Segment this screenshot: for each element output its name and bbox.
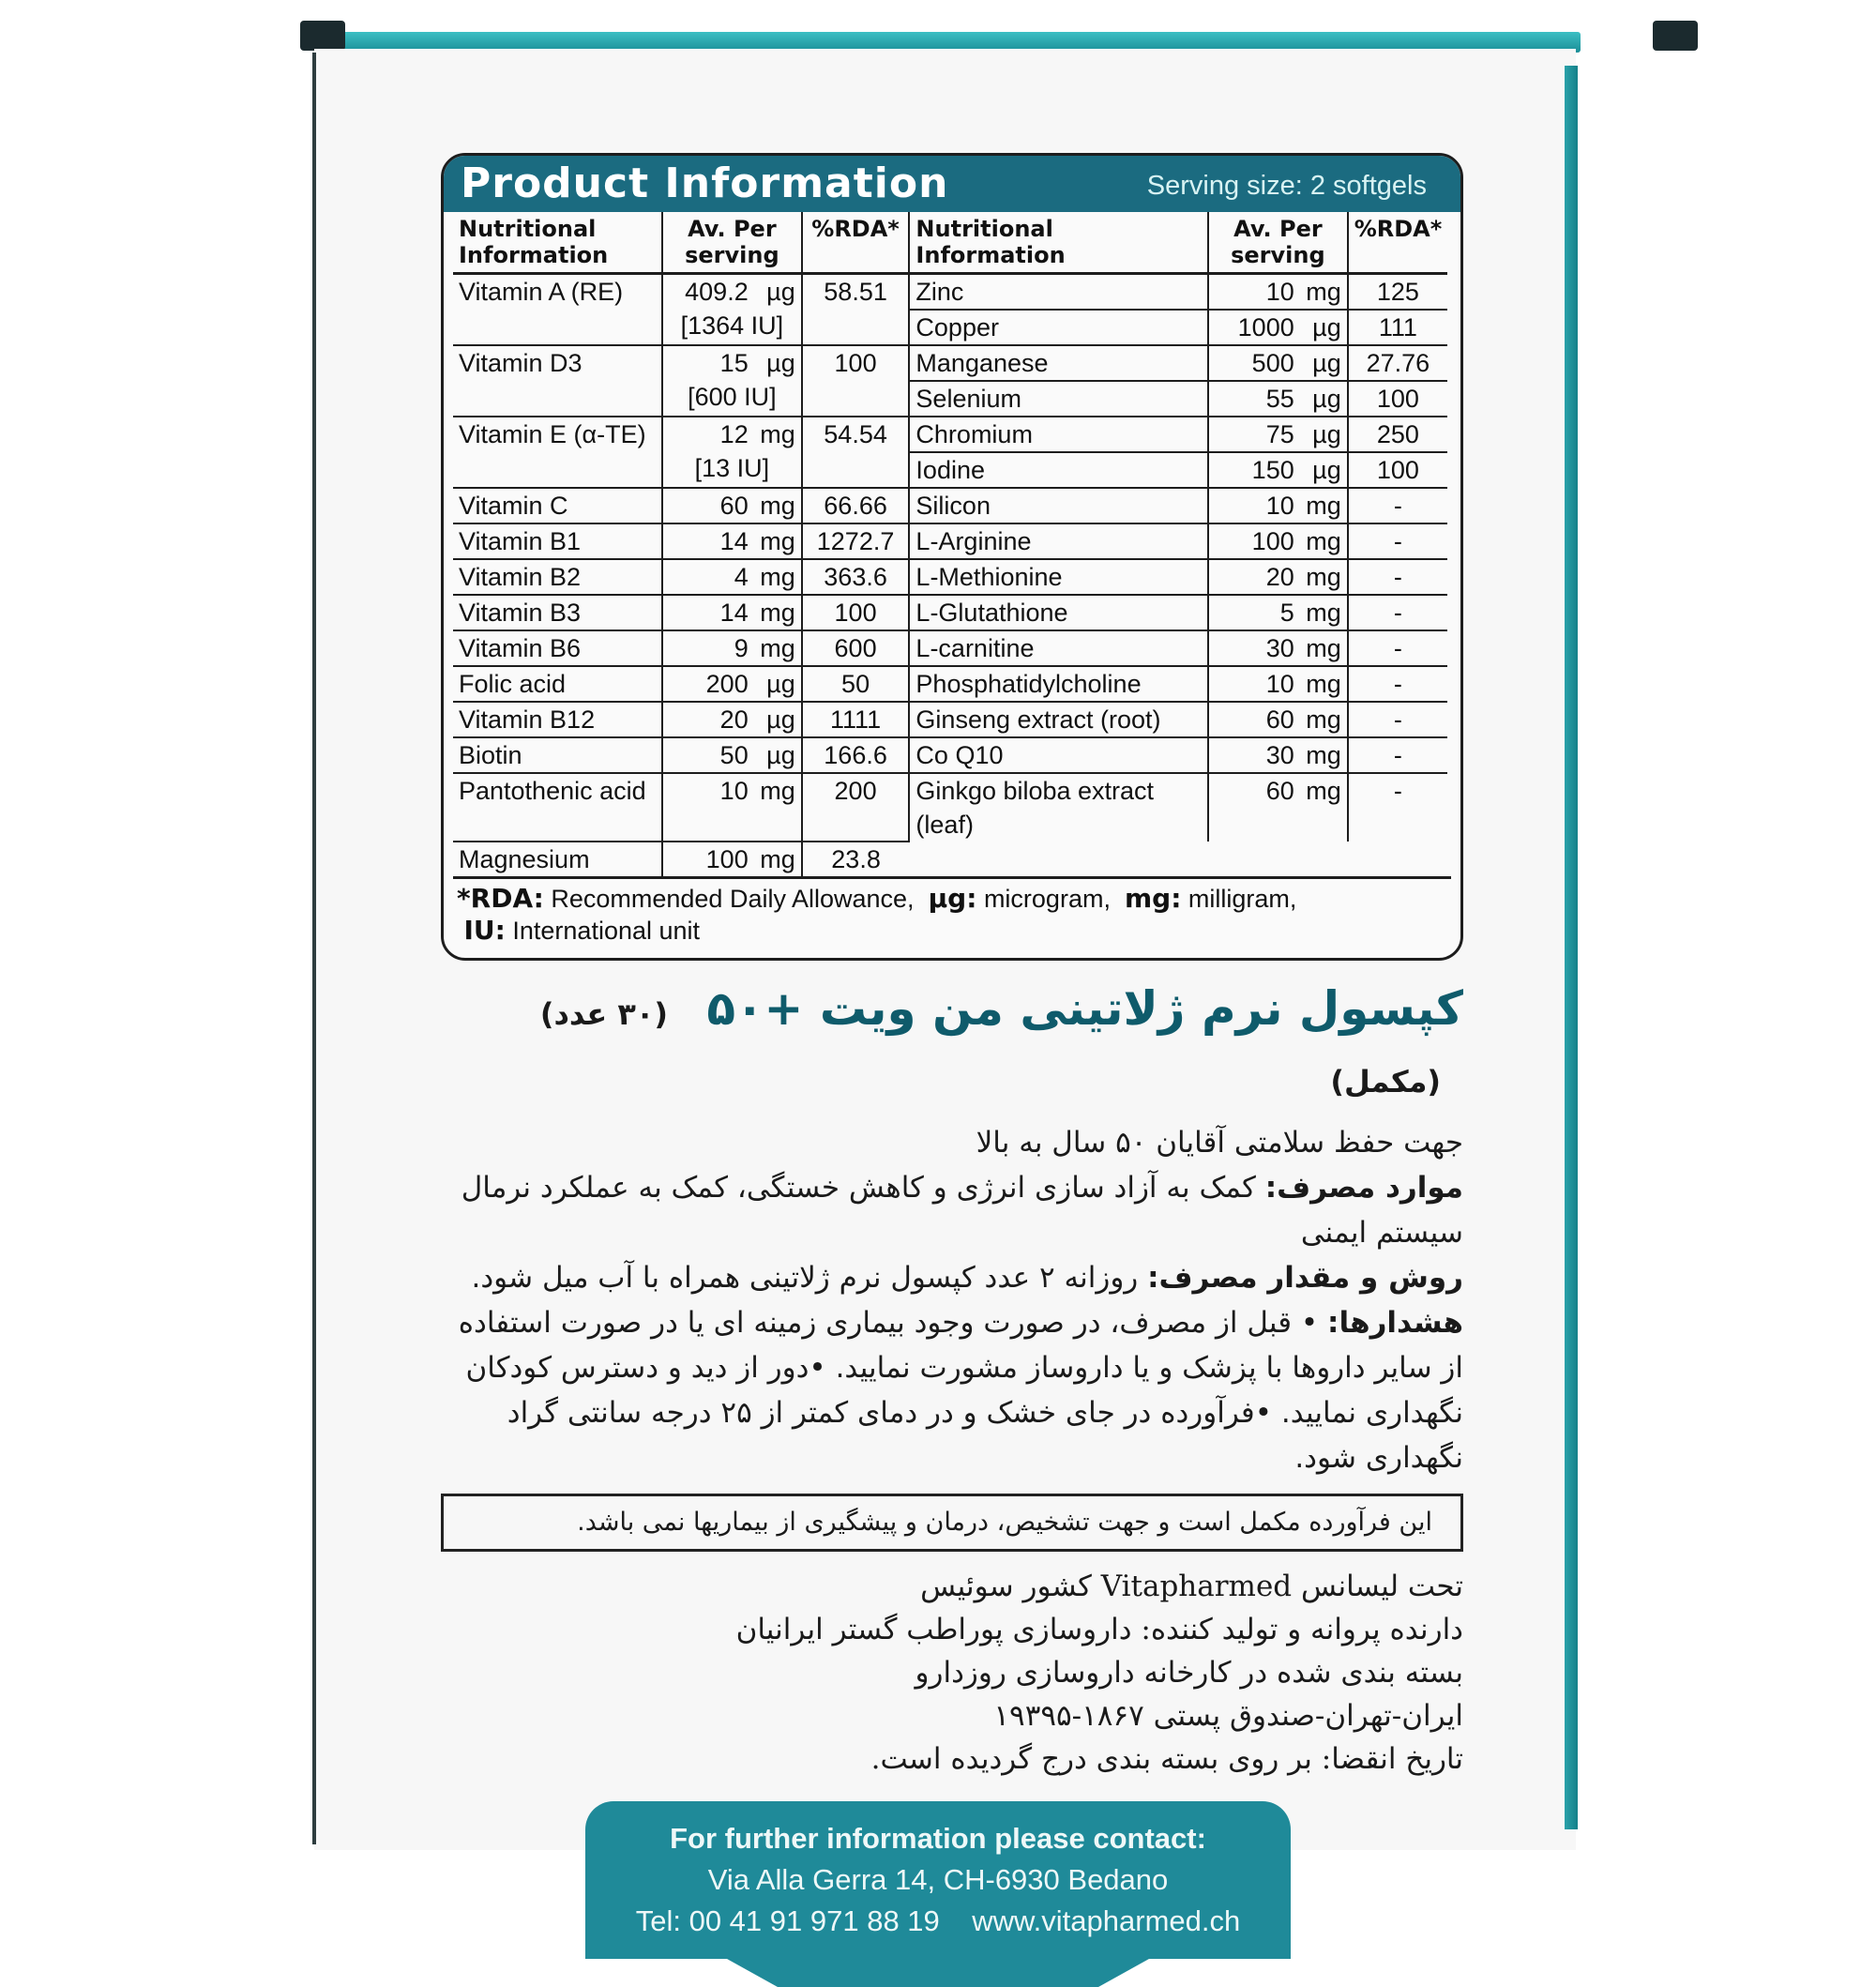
nutrient-name: Vitamin B2 (453, 559, 662, 595)
amount-value: 60 (1265, 777, 1294, 805)
amount-unit: µg (766, 705, 795, 734)
amount-cell (1208, 381, 1348, 417)
nutrient-name: Vitamin C (453, 488, 662, 523)
table-row (453, 274, 1447, 311)
packaged-line: بسته بندی شده در کارخانه داروسازی روزدارو (915, 1656, 1463, 1690)
nutrient-name: Vitamin B3 (453, 595, 662, 630)
nutrient-name: L-Arginine (909, 523, 1208, 559)
table-row (453, 702, 1447, 737)
header-rda: %RDA* (802, 212, 910, 274)
amount-value: 30 (1265, 634, 1294, 662)
amount-unit: µg (1312, 420, 1341, 448)
rda-value: 23.8 (802, 842, 910, 876)
persian-usage-block (441, 1120, 1463, 1480)
amount-cell (1208, 452, 1348, 488)
amount-cell (662, 595, 802, 630)
amount-value: 10 (719, 777, 749, 805)
footnote-mg-key: mg: (1124, 883, 1182, 914)
persian-disclaimer-box: این فرآورده مکمل است و جهت تشخیص، درمان و پیشگیری از بیماریها نمی باشد. (441, 1494, 1463, 1552)
amount-value: 60 (1265, 705, 1294, 734)
amount-cell (1208, 488, 1348, 523)
nutrient-name: Vitamin D3 (453, 345, 662, 417)
box-flap-right (1653, 21, 1698, 51)
nutrient-name: Co Q10 (909, 737, 1208, 773)
rda-value: 58.51 (802, 274, 910, 346)
amount-unit: mg (1306, 278, 1341, 306)
rda-value: 66.66 (802, 488, 910, 523)
nutrient-name: Phosphatidylcholine (909, 666, 1208, 702)
rda-value: - (1348, 595, 1447, 630)
box-content (441, 153, 1463, 1987)
amount-unit: mg (760, 845, 795, 873)
nutrition-table-body (453, 274, 1447, 877)
amount-value: 50 (719, 741, 749, 769)
nutrient-name: Vitamin B12 (453, 702, 662, 737)
table-row (453, 737, 1447, 773)
nutrient-name: Magnesium (453, 842, 662, 876)
amount-unit: µg (1312, 313, 1341, 341)
nutrient-name: Vitamin E (α-TE) (453, 417, 662, 488)
amount-cell (662, 488, 802, 523)
amount-value: 15 (719, 349, 749, 377)
rda-value: 27.76 (1348, 345, 1447, 381)
panel-header (444, 156, 1460, 212)
expiry-line: تاریخ انقضا: بر روی بسته بندی درج گردیده است. (870, 1742, 1463, 1776)
nutrient-name: Manganese (909, 345, 1208, 381)
amount-cell (1208, 737, 1348, 773)
rda-value: 600 (802, 630, 910, 666)
box-bottom-tab (727, 1959, 1149, 1987)
rda-value: 250 (1348, 417, 1447, 452)
amount-value: 10 (1265, 278, 1294, 306)
amount-value: 10 (1265, 670, 1294, 698)
rda-value: 100 (802, 595, 910, 630)
amount-cell (662, 523, 802, 559)
amount-cell (662, 842, 802, 876)
rda-value: 50 (802, 666, 910, 702)
nutrient-name: Selenium (909, 381, 1208, 417)
amount-cell (662, 702, 802, 737)
box-left-edge (312, 53, 316, 1844)
persian-subtitle: جهت حفظ سلامتی آقایان ۵۰ سال به بالا (976, 1126, 1463, 1160)
rda-value: - (1348, 666, 1447, 702)
amount-iu: [600 IU] (688, 383, 777, 411)
amount-cell (1208, 274, 1348, 311)
amount-cell (1208, 595, 1348, 630)
persian-warnings: هشدارها: • قبل از مصرف، در صورت وجود بیماری زمینه ای یا در صورت استفاده از سایر داروها با پزشک و یا داروساز مشورت نمایید. •دور از دید و دسترس کودکان نگهداری نمایید. •فرآورده در جای خشک و در دمای کمتر از ۲۵ درجه سانتی گراد نگهداری شود. (458, 1306, 1463, 1475)
header-av-per-serving: Av. Per serving (662, 212, 802, 274)
amount-unit: mg (1306, 705, 1341, 734)
table-row (453, 666, 1447, 702)
amount-cell (662, 345, 802, 417)
persian-uses: موارد مصرف: کمک به آزاد سازی انرژی و کاهش خستگی، کمک به عملکرد نرمال سیستم ایمنی (461, 1171, 1463, 1250)
nutrient-name: L-Methionine (909, 559, 1208, 595)
amount-value: 5 (1279, 599, 1294, 627)
amount-cell (662, 666, 802, 702)
amount-unit: mg (1306, 777, 1341, 805)
amount-value: 30 (1265, 741, 1294, 769)
footnote-rda-text: Recommended Daily Allowance, (551, 885, 915, 913)
amount-unit: µg (766, 741, 795, 769)
amount-iu: [1364 IU] (680, 311, 784, 340)
amount-unit: µg (766, 670, 795, 698)
nutrition-table (453, 212, 1447, 876)
amount-cell (1208, 417, 1348, 452)
contact-area (585, 1801, 1291, 1987)
amount-cell (1208, 773, 1348, 842)
nutrient-name: Silicon (909, 488, 1208, 523)
amount-unit: mg (760, 420, 795, 448)
table-header-row (453, 212, 1447, 274)
rda-value: - (1348, 702, 1447, 737)
amount-cell (1208, 523, 1348, 559)
nutrient-name: Pantothenic acid (453, 773, 662, 842)
table-row (453, 595, 1447, 630)
rda-value: 100 (802, 345, 910, 417)
rda-value: 166.6 (802, 737, 910, 773)
amount-value: 14 (719, 599, 749, 627)
rda-value: - (1348, 559, 1447, 595)
rda-value: 100 (1348, 381, 1447, 417)
amount-cell (1208, 345, 1348, 381)
amount-cell (1208, 630, 1348, 666)
product-information-panel (441, 153, 1463, 961)
amount-unit: µg (1312, 456, 1341, 484)
amount-unit: mg (760, 492, 795, 520)
rda-value: - (1348, 630, 1447, 666)
amount-value: 20 (1265, 563, 1294, 591)
amount-value: 1000 (1237, 313, 1294, 341)
table-row (453, 417, 1447, 452)
amount-unit: mg (1306, 527, 1341, 555)
nutrient-name: Folic acid (453, 666, 662, 702)
rda-value: 1111 (802, 702, 910, 737)
rda-value: - (1348, 488, 1447, 523)
address-line: ایران-تهران-صندوق پستی ۱۸۶۷-۱۹۳۹۵ (993, 1699, 1463, 1733)
amount-value: 12 (719, 420, 749, 448)
nutrient-name: Copper (909, 310, 1208, 345)
footnote-ug-text: microgram, (983, 885, 1111, 913)
amount-unit: µg (1312, 349, 1341, 377)
amount-value: 4 (734, 563, 749, 591)
persian-count: (۳۰ عدد) (539, 996, 669, 1032)
table-row (453, 842, 1447, 876)
amount-value: 60 (719, 492, 749, 520)
persian-type: (مکمل) (1330, 1064, 1441, 1100)
box-right-edge (1565, 66, 1578, 1829)
rda-value: 363.6 (802, 559, 910, 595)
rda-value: 125 (1348, 274, 1447, 311)
amount-unit: mg (1306, 741, 1341, 769)
license-line: تحت لیسانس Vitapharmed کشور سوئیس (920, 1570, 1463, 1603)
rda-value: 200 (802, 773, 910, 842)
amount-unit: mg (1306, 634, 1341, 662)
contact-panel (585, 1801, 1291, 1959)
header-av-per-serving-2: Av. Per serving (1208, 212, 1348, 274)
amount-value: 14 (719, 527, 749, 555)
rda-value: 54.54 (802, 417, 910, 488)
footnote-rda-key: *RDA: (457, 883, 544, 914)
amount-unit: mg (760, 777, 795, 805)
persian-manufacturer-info (441, 1565, 1463, 1781)
amount-unit: mg (1306, 563, 1341, 591)
persian-dosage: روش و مقدار مصرف: روزانه ۲ عدد کپسول نرم ژلاتینی همراه با آب میل شود. (471, 1261, 1463, 1295)
amount-cell (662, 773, 802, 842)
amount-value: 200 (705, 670, 749, 698)
rda-value: - (1348, 523, 1447, 559)
header-nutritional-info: Nutritional Information (453, 212, 662, 274)
table-row (453, 488, 1447, 523)
nutrient-name: Zinc (909, 274, 1208, 311)
amount-value: 75 (1265, 420, 1294, 448)
amount-value: 100 (1251, 527, 1294, 555)
footnote-ug-key: µg: (928, 883, 977, 914)
rda-footnote (453, 876, 1451, 958)
nutrient-name: Vitamin A (RE) (453, 274, 662, 346)
amount-unit: mg (760, 634, 795, 662)
manufacturer-line: دارنده پروانه و تولید کننده: داروسازی پوراطب گستر ایرانیان (735, 1613, 1463, 1646)
rda-value: 100 (1348, 452, 1447, 488)
amount-value: 409.2 (685, 278, 749, 306)
amount-cell (662, 274, 802, 346)
rda-value: - (1348, 737, 1447, 773)
nutrient-name: L-carnitine (909, 630, 1208, 666)
box-flap-left (300, 21, 345, 51)
amount-cell (662, 559, 802, 595)
amount-value: 150 (1251, 456, 1294, 484)
amount-unit: mg (760, 563, 795, 591)
nutrient-name: Ginkgo biloba extract (leaf) (909, 773, 1208, 842)
serving-size: Serving size: 2 softgels (1146, 171, 1427, 201)
nutrient-name: Chromium (909, 417, 1208, 452)
amount-cell (662, 737, 802, 773)
rda-value: 111 (1348, 310, 1447, 345)
amount-unit: mg (760, 527, 795, 555)
amount-cell (1208, 666, 1348, 702)
contact-website[interactable]: www.vitapharmed.ch (972, 1904, 1241, 1937)
footnote-mg-text: milligram, (1188, 885, 1297, 913)
table-row (453, 630, 1447, 666)
nutrient-name: Vitamin B1 (453, 523, 662, 559)
amount-value: 100 (705, 845, 749, 873)
table-row (453, 345, 1447, 381)
amount-value: 500 (1251, 349, 1294, 377)
nutrient-name: L-Glutathione (909, 595, 1208, 630)
amount-cell (1208, 310, 1348, 345)
amount-value: 20 (719, 705, 749, 734)
amount-value: 55 (1265, 385, 1294, 413)
contact-heading: For further information please contact: (670, 1822, 1206, 1855)
nutrient-name: Vitamin B6 (453, 630, 662, 666)
panel-title: Product Information (461, 159, 949, 207)
amount-cell (1208, 559, 1348, 595)
nutrient-name: Ginseng extract (root) (909, 702, 1208, 737)
rda-value: 1272.7 (802, 523, 910, 559)
amount-cell (662, 417, 802, 488)
footnote-iu-key: IU: (463, 915, 506, 946)
amount-unit: mg (1306, 599, 1341, 627)
amount-unit: µg (766, 278, 795, 306)
amount-iu: [13 IU] (694, 454, 770, 482)
amount-value: 9 (734, 634, 749, 662)
contact-phone-web (585, 1901, 1291, 1942)
persian-title-text: کپسول نرم ژلاتینی من ویت +۵۰ (706, 981, 1463, 1036)
amount-unit: mg (1306, 670, 1341, 698)
amount-unit: mg (760, 599, 795, 627)
table-row (453, 559, 1447, 595)
amount-value: 10 (1265, 492, 1294, 520)
amount-unit: µg (766, 349, 795, 377)
nutrient-name: Biotin (453, 737, 662, 773)
header-nutritional-info-2: Nutritional Information (909, 212, 1208, 274)
amount-unit: µg (1312, 385, 1341, 413)
nutrient-name: Iodine (909, 452, 1208, 488)
amount-cell (1208, 702, 1348, 737)
amount-cell (662, 630, 802, 666)
header-rda-2: %RDA* (1348, 212, 1447, 274)
contact-phone: Tel: 00 41 91 971 88 19 (635, 1904, 940, 1937)
contact-address: Via Alla Gerra 14, CH-6930 Bedano (707, 1863, 1169, 1896)
table-row (453, 523, 1447, 559)
rda-value: - (1348, 773, 1447, 842)
table-row (453, 773, 1447, 842)
footnote-iu-text: International unit (512, 917, 701, 945)
persian-product-title (441, 978, 1463, 1113)
amount-unit: mg (1306, 492, 1341, 520)
